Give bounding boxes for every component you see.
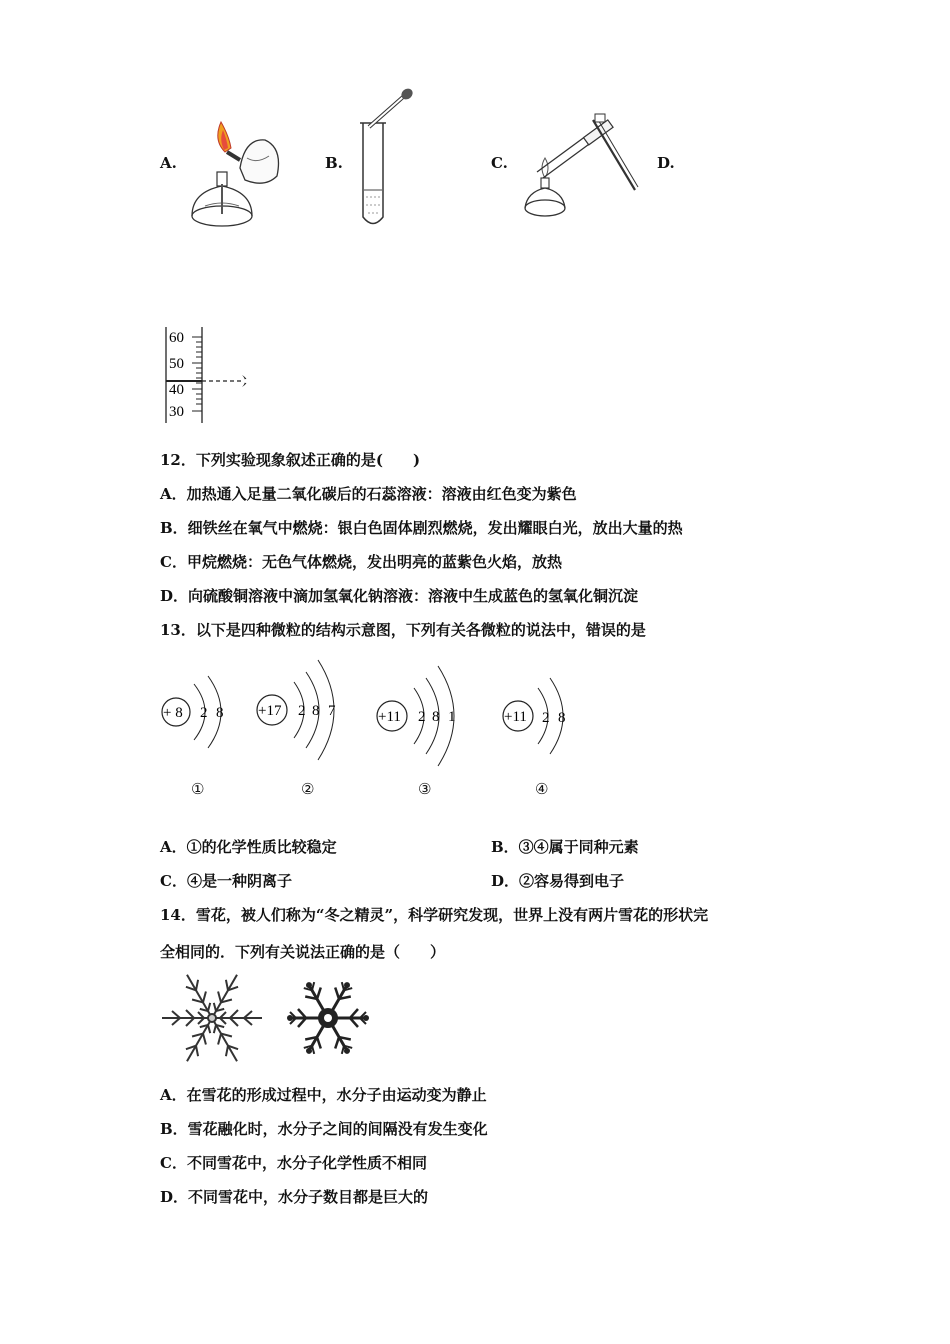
q14-option-c: C．不同雪花中，水分子化学性质不相同 [160, 1154, 427, 1172]
particle-2-diagram [254, 652, 354, 762]
particle-3-shell-1: 2 [418, 709, 426, 725]
particle-1-nucleus: + 8 [163, 705, 183, 721]
particle-3-index: ③ [418, 780, 432, 798]
particle-4-nucleus: +11 [504, 709, 527, 725]
particle-3-nucleus: +11 [378, 709, 401, 725]
snowflake-1-image [160, 972, 265, 1064]
tick-60: 60 [169, 330, 184, 346]
particle-2-shell-2: 8 [312, 703, 320, 719]
dropper-test-tube-illustration [355, 85, 415, 230]
option-d-label: D. [657, 154, 675, 172]
q13-option-a: A．①的化学性质比较稳定 [160, 838, 337, 856]
particle-1-shell-1: 2 [200, 705, 208, 721]
option-a-label: A. [160, 154, 177, 172]
tick-50: 50 [169, 356, 184, 372]
q12-option-d: D．向硫酸铜溶液中滴加氢氧化钠溶液：溶液中生成蓝色的氢氧化铜沉淀 [160, 587, 639, 605]
q12-stem: 12．下列实验现象叙述正确的是( ) [160, 451, 421, 469]
particle-1-diagram [158, 660, 248, 760]
alcohol-lamp-lighting-illustration [185, 118, 285, 233]
q14-stem-line2: 全相同的．下列有关说法正确的是（ ） [160, 943, 446, 961]
q14-stem-line1: 14．雪花，被人们称为“冬之精灵”，科学研究发现，世界上没有两片雪花的形状完 [160, 906, 709, 924]
q12-option-a: A．加热通入足量二氧化碳后的石蕊溶液：溶液由红色变为紫色 [160, 485, 577, 503]
particle-1-shell-2: 8 [216, 705, 224, 721]
particle-3-shell-3: 1 [448, 709, 456, 725]
tick-30: 30 [169, 404, 184, 420]
particle-4-index: ④ [535, 780, 549, 798]
measuring-cylinder-reading-illustration [150, 325, 265, 425]
option-c-label: C. [491, 154, 508, 172]
particle-4-shell-2: 8 [558, 710, 566, 726]
particle-2-index: ② [301, 780, 315, 798]
particle-3-diagram [374, 658, 474, 768]
particle-2-shell-1: 2 [298, 703, 306, 719]
q14-option-d: D．不同雪花中，水分子数目都是巨大的 [160, 1188, 429, 1206]
option-b-label: B. [325, 154, 343, 172]
particle-4-shell-1: 2 [542, 710, 550, 726]
q12-option-c: C．甲烷燃烧：无色气体燃烧，发出明亮的蓝紫色火焰，放热 [160, 553, 562, 571]
q13-option-b: B．③④属于同种元素 [491, 838, 639, 856]
q14-option-a: A．在雪花的形成过程中，水分子由运动变为静止 [160, 1086, 487, 1104]
particle-2-nucleus: +17 [258, 703, 282, 719]
q14-option-b: B．雪花融化时，水分子之间的间隔没有发生变化 [160, 1120, 488, 1138]
q13-stem: 13．以下是四种微粒的结构示意图，下列有关各微粒的说法中，错误的是 [160, 621, 646, 639]
q12-option-b: B．细铁丝在氧气中燃烧：银白色固体剧烈燃烧，发出耀眼白光，放出大量的热 [160, 519, 683, 537]
snowflake-2-image [284, 974, 384, 1062]
tick-40: 40 [169, 382, 184, 398]
particle-3-shell-2: 8 [432, 709, 440, 725]
q13-option-d: D．②容易得到电子 [491, 872, 625, 890]
particle-4-diagram [500, 670, 590, 765]
particle-2-shell-3: 7 [328, 703, 336, 719]
particle-1-index: ① [191, 780, 205, 798]
q13-option-c: C．④是一种阴离子 [160, 872, 292, 890]
heating-test-tube-illustration [515, 112, 640, 224]
